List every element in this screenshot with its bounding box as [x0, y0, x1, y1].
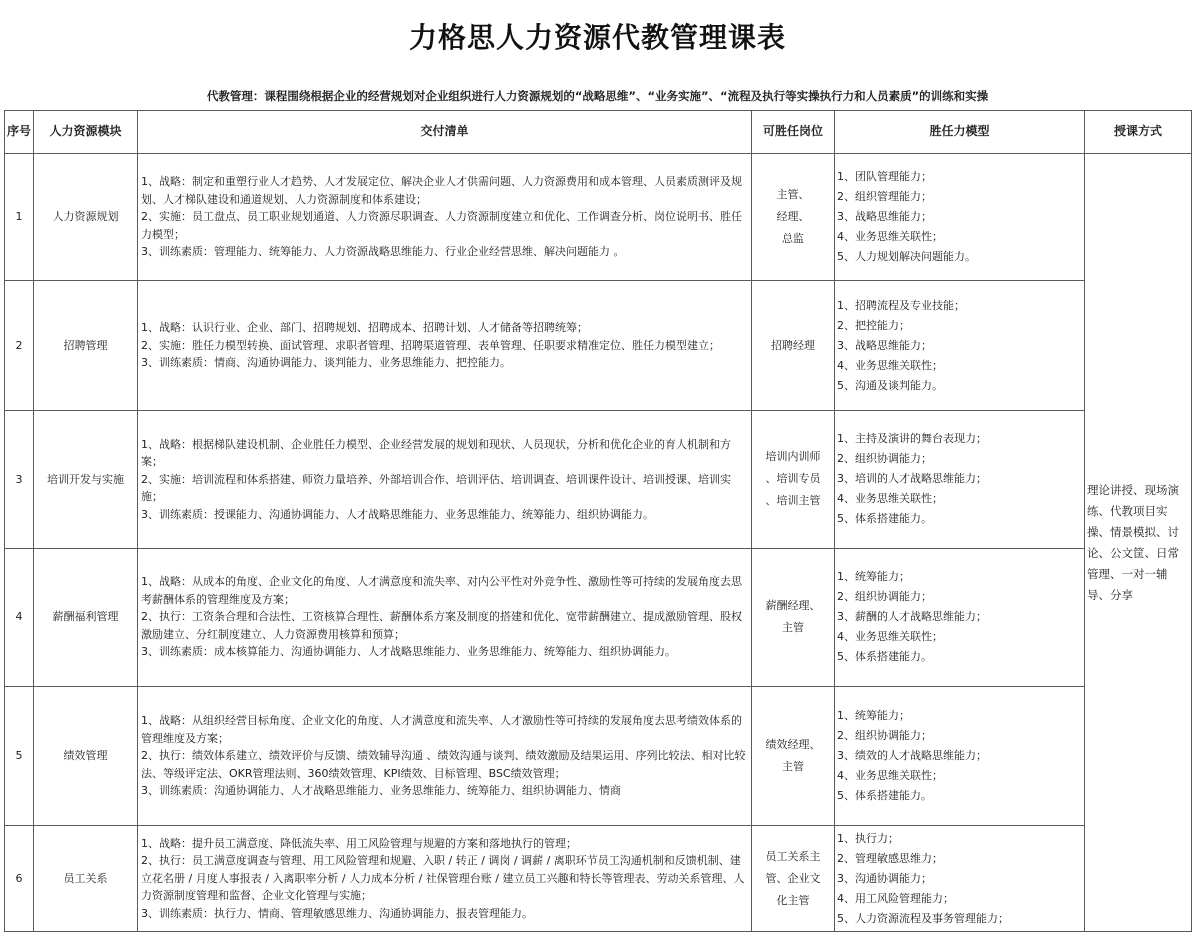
deliverable-item: 1、战略：从成本的角度、企业文化的角度、人才满意度和流失率、对内公平性对外竞争性、激励性等可持续的发展角度去思考薪酬体系的管理维度及方案；: [141, 575, 742, 606]
competency-item: 2、组织协调能力；: [837, 452, 932, 466]
deliverable-item: 2、实施：胜任力模型转换、面试管理、求职者管理、招聘渠道管理、表单管理、任职要求精准定位、胜任力模型建立；: [141, 338, 720, 352]
position-item: 薪酬经理、: [765, 599, 821, 613]
deliverable-item: 1、战略：认识行业、企业、部门、招聘规划、招聘成本、招聘计划、人才储备等招聘统筹；: [141, 321, 588, 335]
competency-item: 5、人力资源流程及事务管理能力；: [837, 911, 1009, 925]
positions-cell: [752, 410, 835, 548]
positions-cell: [752, 826, 835, 932]
competency-item: 2、管理敏感思维力；: [837, 851, 943, 865]
competency-item: 4、用工风险管理能力；: [837, 891, 954, 905]
competency-item: 1、统筹能力；: [837, 570, 910, 584]
deliverables-list: [141, 319, 748, 372]
deliverables-cell: [138, 686, 752, 826]
competency-item: 4、业务思维关联性；: [837, 630, 943, 644]
deliverable-item: 2、执行：绩效体系建立、绩效评价与反馈、绩效辅导沟通 、绩效沟通与谈判、绩效激励及结果运用、序列比较法、相对比较法、等级评定法、OKR管理法则、360绩效管理、KPI绩效、目标管理、BSC绩效管理；: [141, 749, 746, 780]
module-name: 薪酬福利管理: [34, 548, 138, 686]
position-item: 、培训专员: [765, 472, 821, 486]
schedule-table: [4, 110, 1192, 932]
competency-item: 5、人力规划解决问题能力。: [837, 250, 976, 264]
competency-item: 3、薪酬的人才战略思维能力；: [837, 610, 987, 624]
deliverable-item: 3、训练素质：授课能力、沟通协调能力、人才战略思维能力、业务思维能力、统筹能力、组织协调能力。: [141, 507, 654, 521]
header-method: 授课方式: [1085, 111, 1192, 154]
competency-item: 5、沟通及谈判能力。: [837, 378, 943, 392]
row-number: 6: [5, 826, 34, 932]
module-name: 员工关系: [34, 826, 138, 932]
position-item: 主管: [782, 621, 804, 635]
deliverable-item: 2、执行：员工满意度调查与管理、用工风险管理和规避、入职 / 转正 / 调岗 / 调薪 / 离职环节员工沟通机制和反馈机制、建立花名册 / 月度人事报表 / 入离职率分析 / 人力成本分析 / 社保管理台账 / 建立员工兴趣和特长等管理表、劳动关系管理、人力资源制度管理和监督、企业文化管理与实施；: [141, 854, 745, 903]
module-name: 绩效管理: [34, 686, 138, 826]
table-row: [5, 410, 1192, 548]
position-item: 管、企业文: [765, 871, 821, 885]
row-number: 5: [5, 686, 34, 826]
competency-item: 5、体系搭建能力。: [837, 789, 932, 803]
deliverables-cell: [138, 410, 752, 548]
deliverables-cell: [138, 154, 752, 281]
competency-item: 4、业务思维关联性；: [837, 492, 943, 506]
header-positions: 可胜任岗位: [752, 111, 835, 154]
deliverable-item: 3、训练素质：执行力、情商、管理敏感思维力、沟通协调能力、报表管理能力。: [141, 906, 533, 920]
deliverable-item: 3、训练素质：管理能力、统筹能力、人力资源战略思维能力、行业企业经营思维、解决问题能力 。: [141, 245, 625, 259]
position-item: 总监: [782, 232, 804, 246]
deliverables-cell: [138, 826, 752, 932]
positions-cell: [752, 686, 835, 826]
module-name: 人力资源规划: [34, 154, 138, 281]
deliverables-list: [141, 835, 748, 923]
competency-cell: [835, 410, 1085, 548]
competency-item: 2、把控能力；: [837, 318, 910, 332]
deliverable-item: 3、训练素质：成本核算能力、沟通协调能力、人才战略思维能力、业务思维能力、统筹能力、组织协调能力。: [141, 645, 676, 659]
deliverables-list: [141, 573, 748, 661]
table-row: [5, 281, 1192, 410]
position-item: 主管、: [776, 188, 810, 202]
competency-cell: [835, 826, 1085, 932]
competency-cell: [835, 686, 1085, 826]
competency-item: 3、战略思维能力；: [837, 338, 932, 352]
competency-item: 1、团队管理能力；: [837, 170, 932, 184]
positions-cell: [752, 281, 835, 410]
deliverable-item: 3、训练素质：沟通协调能力、人才战略思维能力、业务思维能力、统筹能力、组织协调能力、情商: [141, 784, 621, 798]
module-name: 招聘管理: [34, 281, 138, 410]
deliverable-item: 3、训练素质：情商、沟通协调能力、谈判能力、业务思维能力、把控能力。: [141, 356, 511, 370]
table-row: [5, 154, 1192, 281]
positions-cell: [752, 548, 835, 686]
position-item: 化主管: [776, 893, 810, 907]
position-item: 招聘经理: [771, 338, 815, 352]
table-header-row: [5, 111, 1192, 154]
deliverable-item: 1、战略：制定和重塑行业人才趋势、人才发展定位、解决企业人才供需问题、人力资源费用和成本管理、人员素质测评及规划、人才梯队建设和通道规划、人力资源制度和体系建设；: [141, 175, 742, 206]
row-number: 1: [5, 154, 34, 281]
competency-item: 4、业务思维关联性；: [837, 358, 943, 372]
deliverable-item: 1、战略：从组织经营目标角度、企业文化的角度、人才满意度和流失率、人才激励性等可持续的发展角度去思考绩效体系的管理维度及方案；: [141, 714, 742, 745]
table-row: [5, 548, 1192, 686]
competency-item: 4、业务思维关联性；: [837, 769, 943, 783]
row-number: 4: [5, 548, 34, 686]
competency-item: 1、执行力；: [837, 831, 899, 845]
deliverables-list: [141, 173, 748, 261]
page-title: 力格思人力资源代教管理课表: [408, 21, 786, 54]
position-item: 绩效经理、: [765, 738, 821, 752]
position-item: 主管: [782, 760, 804, 774]
competency-item: 3、战略思维能力；: [837, 210, 932, 224]
competency-item: 5、体系搭建能力。: [837, 512, 932, 526]
row-number: 2: [5, 281, 34, 410]
deliverables-list: [141, 436, 748, 524]
competency-item: 2、组织协调能力；: [837, 590, 932, 604]
position-item: 员工关系主: [765, 849, 821, 863]
positions-cell: [752, 154, 835, 281]
deliverable-item: 1、战略：提升员工满意度、降低流失率、用工风险管理与规避的方案和落地执行的管理；: [141, 836, 577, 850]
method-cell: 理论讲授、现场演练、代教项目实操、情景模拟、讨论、公文筐、日常管理、一对一辅导、分享: [1085, 154, 1192, 932]
competency-cell: [835, 154, 1085, 281]
competency-item: 1、主持及演讲的舞台表现力；: [837, 432, 987, 446]
page-subtitle: 代教管理：课程围绕根据企业的经营规划对企业组织进行人力资源规划的“战略思维”、“业务实施”、“流程及执行等实操执行力和人员素质”的训练和实操: [206, 89, 989, 103]
header-deliverables: 交付清单: [138, 111, 752, 154]
competency-item: 2、组织管理能力；: [837, 190, 932, 204]
deliverables-list: [141, 712, 748, 800]
position-item: 经理、: [776, 210, 810, 224]
position-item: 培训内训师: [765, 450, 821, 464]
competency-item: 1、统筹能力；: [837, 709, 910, 723]
competency-item: 3、沟通协调能力；: [837, 871, 932, 885]
deliverable-item: 2、执行：工资条合理和合法性、工资核算合理性、薪酬体系方案及制度的搭建和优化、宽带薪酬建立、提成激励管理、股权激励建立、分红制度建立、人力资源费用核算和预算；: [141, 610, 742, 641]
competency-item: 3、绩效的人才战略思维能力；: [837, 749, 987, 763]
competency-item: 3、培训的人才战略思维能力；: [837, 472, 987, 486]
deliverable-item: 1、战略：根据梯队建设机制、企业胜任力模型、企业经营发展的规划和现状、人员现状，分析和优化企业的育人机制和方案；: [141, 437, 731, 469]
table-row: [5, 686, 1192, 826]
deliverable-item: 2、实施：员工盘点、员工职业规划通道、人力资源尽职调查、人力资源制度建立和优化、工作调查分析、岗位说明书、胜任力模型；: [141, 210, 742, 241]
competency-item: 2、组织协调能力；: [837, 729, 932, 743]
competency-cell: [835, 548, 1085, 686]
module-name: 培训开发与实施: [34, 410, 138, 548]
row-number: 3: [5, 410, 34, 548]
header-module: 人力资源模块: [34, 111, 138, 154]
header-no: 序号: [5, 111, 34, 154]
header-competency: 胜任力模型: [835, 111, 1085, 154]
competency-item: 5、体系搭建能力。: [837, 650, 932, 664]
deliverable-item: 2、实施：培训流程和体系搭建、师资力量培养、外部培训合作、培训评估、培训调查、培训课件设计、培训授课、培训实施；: [141, 472, 731, 504]
deliverables-cell: [138, 548, 752, 686]
deliverables-cell: [138, 281, 752, 410]
position-item: 、培训主管: [765, 494, 821, 508]
competency-item: 1、招聘流程及专业技能；: [837, 298, 965, 312]
table-row: [5, 826, 1192, 932]
competency-cell: [835, 281, 1085, 410]
competency-item: 4、业务思维关联性；: [837, 230, 943, 244]
